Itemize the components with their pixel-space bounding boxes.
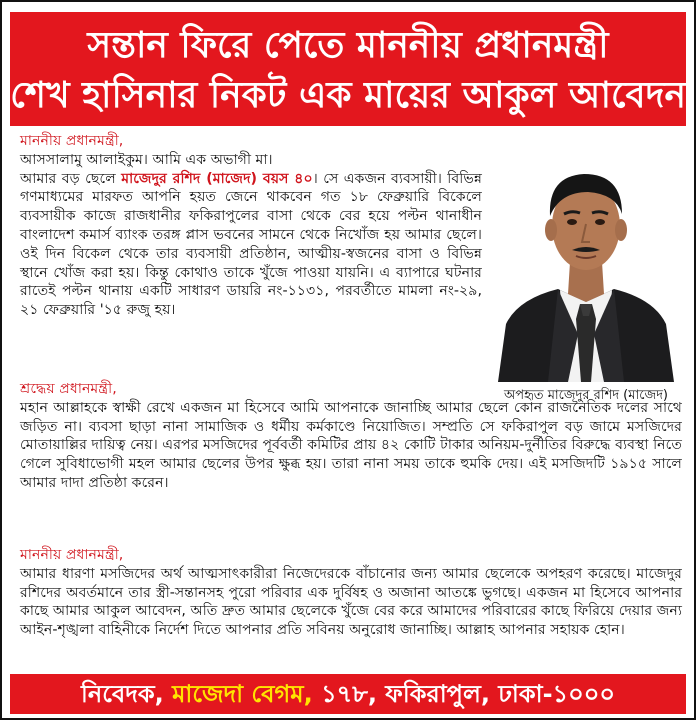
footer-prefix: নিবেদক, <box>81 680 173 708</box>
section-1-text <box>20 170 482 320</box>
section-3-text: আমার ধারণা মসজিদের অর্থ আত্মসাৎকারীরা নিজেদেরকে বাঁচানোর জন্য আমার ছেলেকে অপহরণ করেছে। মাজেদুর রশিদের অবর্তমানে তার স্ত্রী-সন্তানসহ পুরো পরিবার এক দুর্বিষহ ও অজানা আতঙ্কে ভুগছে। একজন মা হিসেবে আপনার কাছে আমার আকুল আবেদন, অতি দ্রুত আমার ছেলেকে খুঁজে বের করে আমাদের পরিবারের কাছে ফিরিয়ে দেয়ার জন্য আইন-শৃঙ্খলা বাহিনীকে নির্দেশ দিতে আপনার প্রতি সবিনয় অনুরোধ জানাচ্ছি। আল্লাহ আপনার সহায়ক হোন। <box>20 565 682 639</box>
salutation-3: মাননীয় প্রধানমন্ত্রী, <box>20 547 124 563</box>
section-2 <box>20 380 682 493</box>
missing-person-highlight: মাজেদুর রশিদ (মাজেদ) বয়স ৪০ <box>121 170 313 187</box>
salutation-2: শ্রদ্ধেয় প্রধানমন্ত্রী, <box>20 381 117 397</box>
intro-after: । সে একজন ব্যবসায়ী। বিভিন্ন গণমাধ্যমের মারফত আপনি হয়ত জেনে থাকবেন গত ১৮ ফেব্রুয়ারি বিকেলে ব্যবসায়ীক কাজে রাজধানীর ফকিরাপুলের বাসা থেকে বের হয়ে পল্টন থানাধীন বাংলাদেশ কমার্স ব্যাংক তরঙ্গ প্লাস ভবনের সামনে থেকে নিখোঁজ হয় আমার ছেলে। ওই দিন বিকেল থেকে তার ব্যবসায়ী প্রতিষ্ঠান, আত্মীয়-স্বজনের বাসা ও বিভিন্ন স্থানে খোঁজ করা হয়। কিন্তু কোথাও তাকে খুঁজে পাওয়া যায়নি। এ ব্যাপারে ঘটনার রাতেই পল্টন থানায় একটি সাধারণ ডায়রি নং-১১৩১, পরবর্তীতে মামলা নং-২৯, ২১ ফেব্রুয়ারি '১৫ রুজু হয়। <box>20 170 482 319</box>
salutation-1: মাননীয় প্রধানমন্ত্রী, <box>20 133 124 149</box>
section-3 <box>20 546 682 640</box>
section-1 <box>20 132 482 320</box>
headline-banner <box>10 12 686 126</box>
headline-line-1: সন্তান ফিরে পেতে মাননীয় প্রধানমন্ত্রী <box>87 25 609 66</box>
intro-before: আমার বড় ছেলে <box>20 170 122 187</box>
section-2-text: মহান আল্লাহকে স্বাক্ষী রেখে একজন মা হিসেবে আমি আপনাকে জানাচ্ছি আমার ছেলে কোন রাজনৈতিক দলের সাথে জড়িত না। ব্যবসা ছাড়া নানা সামাজিক ও ধর্মীয় কর্মকাণ্ডে নিয়োজিত। সম্প্রতি সে ফকিরাপুল বড় জামে মসজিদের মোতায়াল্লির দায়িত্ব নেয়। এরপর মসজিদের পূর্ববর্তী কমিটির প্রায় ৪২ কোটি টাকার অনিয়ম-দুর্নীতির বিরুদ্ধে ব্যবস্থা নিতে গেলে সুবিধাভোগী মহল আমার ছেলের উপর ক্ষুব্ধ হয়। তারা নানা সময় তাকে হুমকি দেয়। এই মসজিদটি ১৯১৫ সালে আমার দাদা প্রতিষ্ঠা করেন। <box>20 399 682 491</box>
photo-caption: অপহৃত মাজেদুর রশিদ (মাজেদ) <box>504 388 668 403</box>
signatory-address: ১৭৮, ফকিরাপুল, ঢাকা-১০০০ <box>312 680 615 708</box>
greeting: আসসালামু আলাইকুম। আমি এক অভাগী মা। <box>20 151 273 168</box>
footer-banner <box>10 674 686 714</box>
headline-line-2: শেখ হাসিনার নিকট এক মায়ের আকুল আবেদন <box>10 75 686 116</box>
signatory-name: মাজেদা বেগম, <box>172 680 313 708</box>
missing-person-photo <box>488 134 684 382</box>
portrait-image <box>488 134 684 382</box>
